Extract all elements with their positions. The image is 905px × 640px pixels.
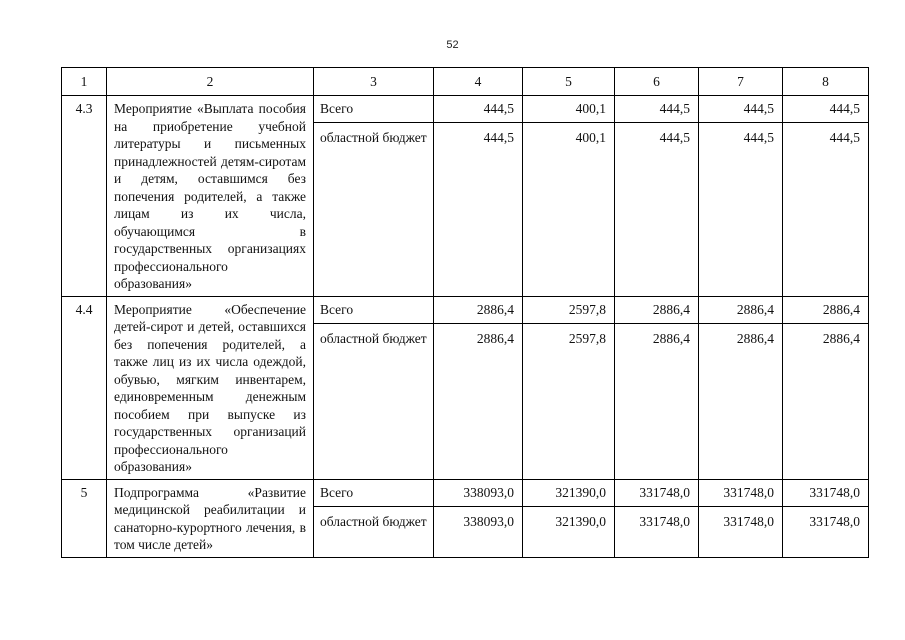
- source-label: Всего: [314, 296, 434, 323]
- source-label: областной бюджет: [314, 506, 434, 557]
- header-cell: 3: [314, 68, 434, 96]
- row-number: 4.4: [62, 296, 107, 479]
- value-cell: 331748,0: [783, 479, 869, 506]
- value-cell: 400,1: [523, 96, 615, 123]
- header-cell: 6: [615, 68, 699, 96]
- value-cell: 331748,0: [615, 479, 699, 506]
- value-cell: 2886,4: [615, 323, 699, 479]
- row-number: 5: [62, 479, 107, 557]
- value-cell: 444,5: [615, 96, 699, 123]
- value-cell: 444,5: [783, 96, 869, 123]
- row-description: Мероприятие «Обеспечение детей-сирот и детей, оставшихся без попечения родителей, а также лиц из их числа одеждой, обувью, мягким инвентарем, единовременным денежным пособием при выпуске из государственных организаций профессионального образования»: [107, 296, 314, 479]
- value-cell: 338093,0: [434, 479, 523, 506]
- header-cell: 2: [107, 68, 314, 96]
- header-cell: 8: [783, 68, 869, 96]
- value-cell: 331748,0: [615, 506, 699, 557]
- value-cell: 331748,0: [699, 479, 783, 506]
- header-row: [62, 68, 869, 96]
- value-cell: 2886,4: [615, 296, 699, 323]
- value-cell: 331748,0: [783, 506, 869, 557]
- source-label: областной бюджет: [314, 123, 434, 297]
- value-cell: 321390,0: [523, 479, 615, 506]
- value-cell: 331748,0: [699, 506, 783, 557]
- value-cell: 444,5: [434, 123, 523, 297]
- row-description: Подпрограмма «Развитие медицинской реабилитации и санаторно-курортного лечения, в том числе детей»: [107, 479, 314, 557]
- row-number: 4.3: [62, 96, 107, 297]
- value-cell: 444,5: [783, 123, 869, 297]
- value-cell: 444,5: [699, 96, 783, 123]
- row-description: Мероприятие «Выплата пособия на приобретение учебной литературы и письменных принадлежностей детям-сиротам и детям, оставшимся без попечения родителей, а также лицам из их числа, обучающимся в государственных организациях профессионального образования»: [107, 96, 314, 297]
- table-row: [62, 296, 869, 323]
- value-cell: 444,5: [434, 96, 523, 123]
- value-cell: 2886,4: [699, 296, 783, 323]
- source-label: Всего: [314, 96, 434, 123]
- value-cell: 2886,4: [434, 296, 523, 323]
- budget-table: [61, 67, 869, 558]
- value-cell: 444,5: [615, 123, 699, 297]
- value-cell: 2886,4: [434, 323, 523, 479]
- value-cell: 2886,4: [699, 323, 783, 479]
- header-cell: 7: [699, 68, 783, 96]
- header-cell: 4: [434, 68, 523, 96]
- value-cell: 2597,8: [523, 296, 615, 323]
- value-cell: 444,5: [699, 123, 783, 297]
- page-number: 52: [446, 39, 459, 51]
- value-cell: 338093,0: [434, 506, 523, 557]
- value-cell: 2597,8: [523, 323, 615, 479]
- header-cell: 5: [523, 68, 615, 96]
- table-row: [62, 479, 869, 506]
- value-cell: 2886,4: [783, 323, 869, 479]
- value-cell: 400,1: [523, 123, 615, 297]
- value-cell: 321390,0: [523, 506, 615, 557]
- source-label: областной бюджет: [314, 323, 434, 479]
- header-cell: 1: [62, 68, 107, 96]
- source-label: Всего: [314, 479, 434, 506]
- value-cell: 2886,4: [783, 296, 869, 323]
- table-row: [62, 96, 869, 123]
